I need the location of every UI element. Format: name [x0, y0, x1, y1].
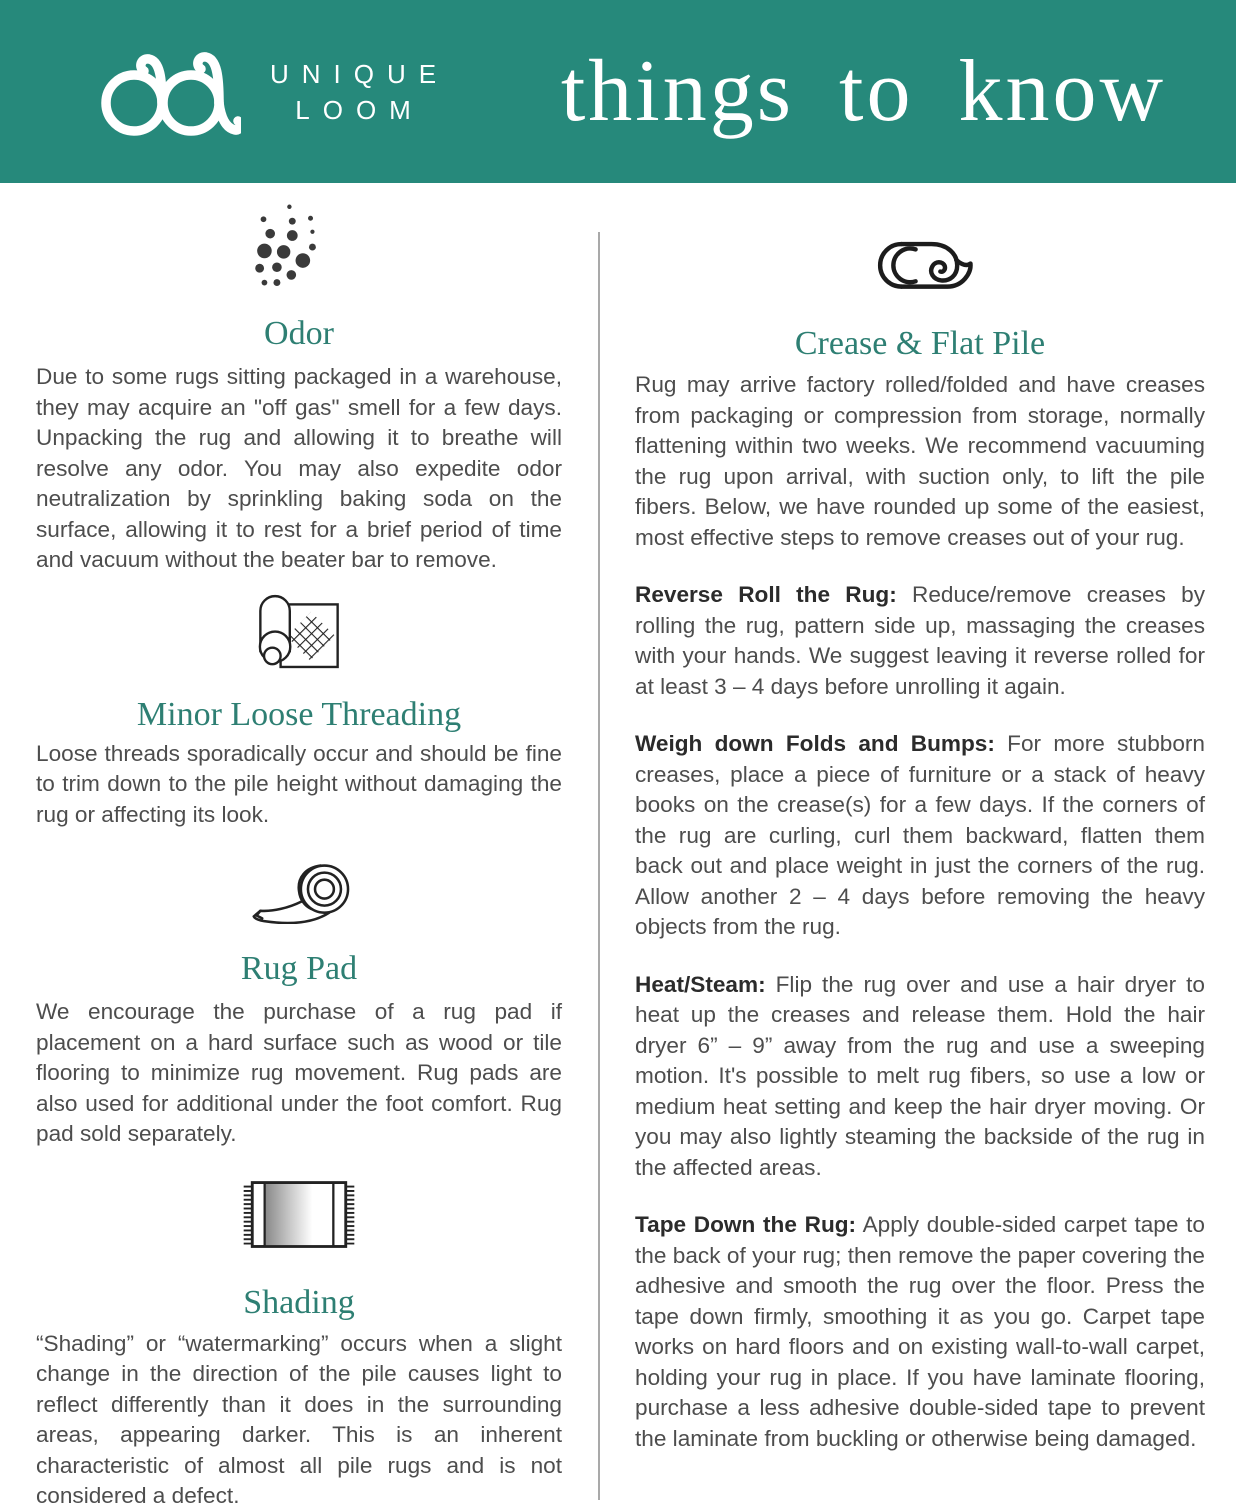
rug-pad-roll-icon [247, 858, 351, 924]
rolled-rug-sheet-icon [253, 586, 345, 678]
brand-logo [101, 47, 449, 137]
shaded-rug-icon [237, 1176, 361, 1254]
right-column [600, 183, 1236, 1512]
section-body-loose-threading: Loose threads sporadically occur and should be fine to trim down to the pile height without damaging the rug or affecting its look. [36, 740, 562, 827]
content-area [0, 183, 1236, 1512]
tip-text: Flip the rug over and use a hair dryer to heat up the creases and release them. Hold the hair dryer 6” – 9” away from the rug and use a sweeping motion. It's possible to melt rug fibers, so use a low or medium heat setting and keep the hair dryer moving. Or you may also lightly steaming the backside of the rug in the affected areas. [635, 971, 1205, 1180]
tip-weigh-down [635, 729, 1205, 943]
tip-tape-down [635, 1210, 1205, 1454]
unique-loom-monogram-icon [101, 47, 241, 137]
section-heading-rug-pad: Rug Pad [240, 950, 358, 987]
odor-dots-icon [251, 201, 347, 297]
brand-name [257, 56, 449, 128]
tip-reverse-roll [635, 580, 1205, 702]
brand-name-line1: UNIQUE [270, 58, 450, 89]
brand-name-line2: LOOM [295, 94, 424, 125]
tip-text: For more stubborn creases, place a piece of furniture or a stack of heavy books on the crease(s) for a few days. If the corners of the rug are curling, curl them backward, flatten them back out and place weight in just the corners of the rug. Allow another 2 – 4 days before removing the heavy objects from the rug. [635, 731, 1205, 939]
tip-label: Tape Down the Rug: [635, 1212, 857, 1237]
section-shading [36, 1176, 562, 1512]
section-crease-flat-pile [635, 237, 1205, 1454]
section-heading-loose-threading: Minor Loose Threading [136, 695, 462, 733]
tip-heat-steam [635, 970, 1205, 1184]
tip-text: Apply double-sided carpet tape to the back of your rug; then remove the paper covering the adhesive and smooth the rug over the floor. Press the tape down firmly, smoothing it as you go. Carpet tape works on hard floors and on existing wall-to-wall carpet, holding your rug in place. If you have laminate flooring, purchase a less adhesive double-sided tape to prevent the laminate from buckling or otherwise being damaged. [635, 1212, 1205, 1451]
header-banner [0, 0, 1236, 183]
section-body-odor: Due to some rugs sitting packaged in a warehouse, they may acquire an "off gas" smell for a few days. Unpacking the rug and allowing it to breathe will resolve any odor. You may also expedite odor neutralization by sprinkling baking soda on the surface, allowing it to rest for a brief period of time and vacuum without the beater bar to remove. [36, 364, 562, 572]
section-heading-shading: Shading [243, 1283, 355, 1321]
tip-text: Reduce/remove creases by rolling the rug, pattern side up, massaging the creases with your hands. We suggest leaving it reverse rolled for at least 3 – 4 days before unrolling it again. [635, 582, 1205, 699]
section-odor [36, 201, 562, 576]
section-rug-pad [36, 858, 562, 1150]
tip-label: Weigh down Folds and Bumps: [635, 731, 995, 756]
rolled-rug-side-icon [862, 237, 978, 299]
page-title: things to know [560, 42, 1166, 140]
section-loose-threading [36, 586, 562, 831]
section-heading-odor: Odor [264, 315, 334, 352]
section-intro-crease: Rug may arrive factory rolled/folded and have creases from packaging or compression from storage, normally flattening within two weeks. We recommend vacuuming the rug upon arrival, with suction only, to lift the pile fibers. Below, we have rounded up some of the easiest, most effective steps to remove creases out of your rug. [635, 372, 1205, 550]
section-body-shading: “Shading” or “watermarking” occurs when a slight change in the direction of the pile causes light to reflect differently than it does in the surrounding areas, appearing darker. This is an inherent characteristic of almost all pile rugs and is not considered a defect. [36, 1330, 562, 1508]
tip-label: Heat/Steam: [635, 971, 766, 997]
section-heading-crease: Crease & Flat Pile [794, 325, 1046, 362]
left-column [0, 183, 598, 1512]
tip-label: Reverse Roll the Rug: [635, 582, 897, 607]
section-body-rug-pad: We encourage the purchase of a rug pad if placement on a hard surface such as wood or tile flooring to minimize rug movement. Rug pads are also used for additional under the foot comfort. Rug pad sold separately. [36, 999, 562, 1146]
